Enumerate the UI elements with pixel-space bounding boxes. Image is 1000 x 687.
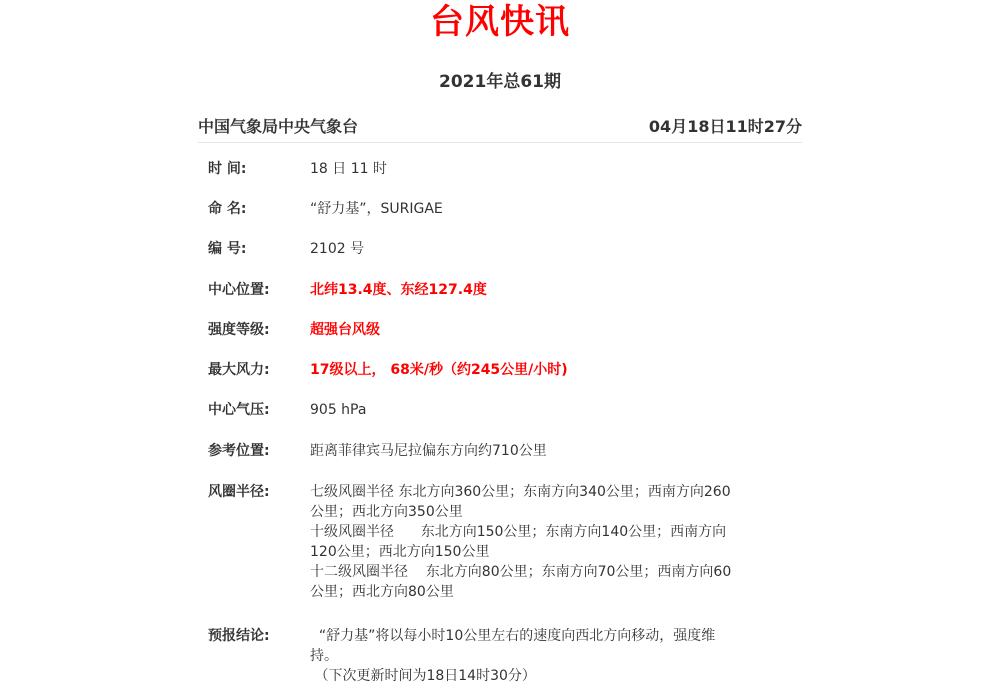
field-value: 18 日 11 时 (310, 161, 387, 177)
field-label: 预报结论: (208, 628, 270, 644)
field-label: 中心位置: (208, 282, 270, 298)
field-value: “舒力基”将以每小时10公里左右的速度向西北方向移动，强度维 持。 （下次更新时间为18日14时30分） (310, 628, 716, 684)
field-label: 中心气压: (208, 402, 270, 418)
page-title: 台风快讯 (430, 2, 570, 42)
field-value: 超强台风级 (310, 322, 380, 338)
field-value: 17级以上， 68米/秒（约245公里/小时) (310, 362, 568, 378)
bulletin-header (198, 114, 802, 143)
field-value: 七级风圈半径 东北方向360公里；东南方向340公里；西南方向260 公里；西北方向350公里 十级风圈半径 东北方向150公里；东南方向140公里；西南方向 120公里；西北方向150公里 十二级风圈半径 东北方向80公里；东南方向70公里；西南方向60 公里；西北方向80公里 (310, 484, 732, 600)
issue-number: 2021年总61期 (439, 72, 561, 92)
field-value: 北纬13.4度、东经127.4度 (310, 282, 487, 298)
field-label: 命 名: (208, 201, 247, 217)
agency-name: 中国气象局中央气象台 (198, 117, 359, 136)
field-label: 参考位置: (208, 443, 270, 459)
field-value: 905 hPa (310, 402, 367, 418)
field-label: 风圈半径: (208, 484, 270, 500)
field-label: 强度等级: (208, 322, 270, 338)
issue-datetime: 04月18日11时27分 (648, 117, 802, 136)
field-label: 编 号: (208, 241, 247, 257)
field-label: 时 间: (208, 161, 247, 177)
field-value: 距离菲律宾马尼拉偏东方向约710公里 (310, 443, 547, 459)
field-value: “舒力基”，SURIGAE (310, 201, 443, 217)
field-label: 最大风力: (208, 362, 270, 378)
field-value: 2102 号 (310, 241, 365, 257)
